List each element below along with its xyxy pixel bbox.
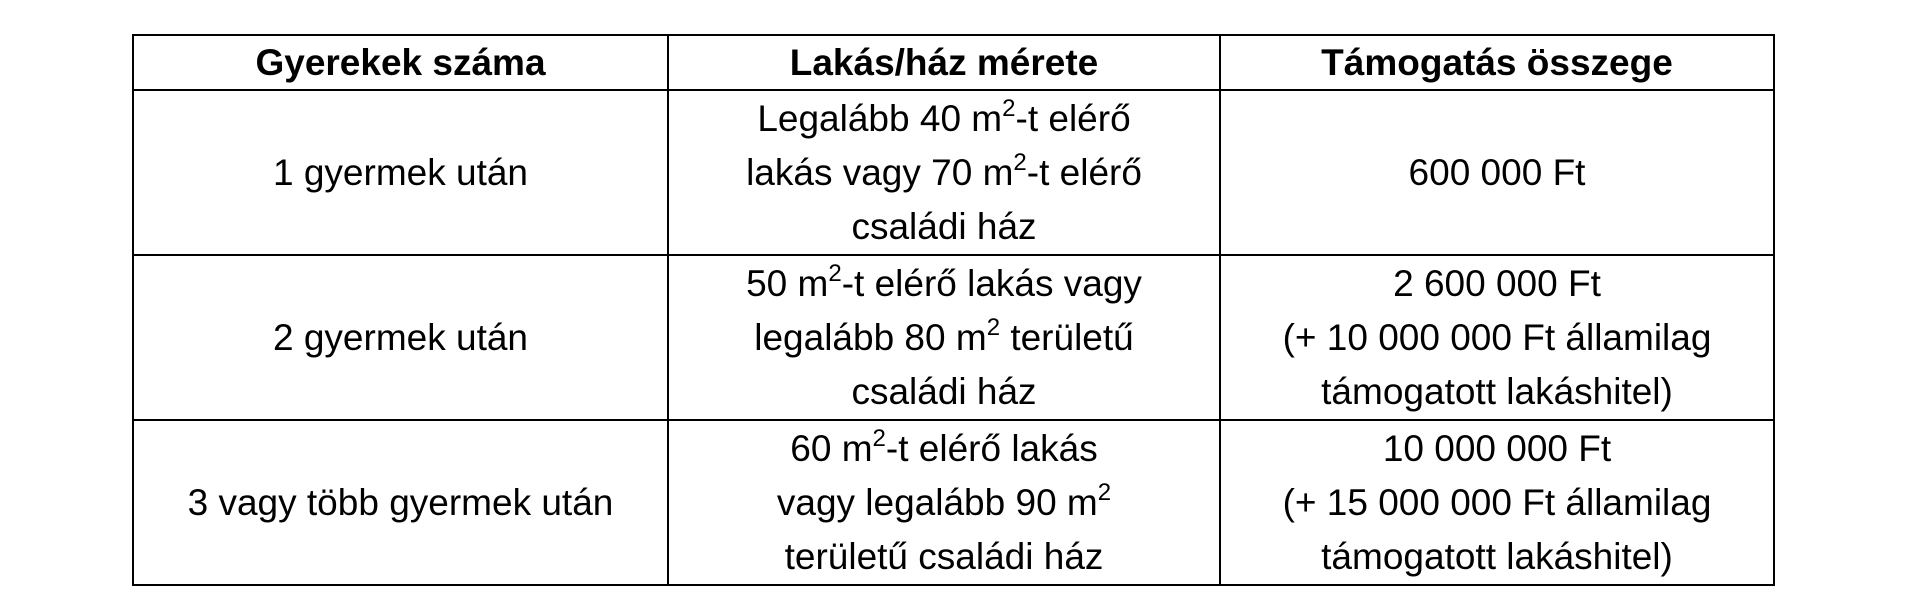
support-amount-line: (+ 15 000 000 Ft államilag	[1282, 481, 1712, 523]
table-row	[133, 420, 1774, 585]
home-size-line: 60 $m^2-t$ elérő lakás	[790, 424, 1098, 469]
home-size-line: lakás vagy 70 $m^2-t$ elérő	[746, 148, 1142, 193]
home-size-cell	[668, 255, 1220, 420]
support-amount-line: 10 000 000 Ft	[1382, 427, 1612, 469]
home-size-line: családi ház	[851, 370, 1037, 412]
home-size-line: legalább 80 $m^2$ területű	[754, 313, 1134, 358]
children-count-cell: 2 gyermek után	[133, 255, 668, 420]
home-size-line: Legalább 40 $m^2-t$ elérő	[757, 94, 1131, 139]
support-amount-line: támogatott lakáshitel)	[1321, 535, 1673, 577]
header-home-size: Lakás/ház mérete	[668, 35, 1220, 90]
home-size-cell	[668, 420, 1220, 585]
home-size-line: vagy legalább 90 $m^2$	[776, 478, 1112, 523]
header-support-amount: Támogatás összege	[1220, 35, 1774, 90]
support-amount-line: 600 000 Ft	[1408, 151, 1586, 193]
support-amount-cell	[1220, 255, 1774, 420]
children-count-cell: 3 vagy több gyermek után	[133, 420, 668, 585]
table-row	[133, 255, 1774, 420]
support-amount-cell	[1220, 90, 1774, 255]
home-size-line: 50 $m^2-t$ elérő lakás vagy	[746, 259, 1142, 304]
header-row	[133, 35, 1774, 90]
children-count-cell: 1 gyermek után	[133, 90, 668, 255]
support-amount-line: támogatott lakáshitel)	[1321, 370, 1673, 412]
table-row	[133, 90, 1774, 255]
home-size-cell	[668, 90, 1220, 255]
home-size-line: területű családi ház	[784, 535, 1104, 577]
support-amount-cell	[1220, 420, 1774, 585]
header-children-count: Gyerekek száma	[133, 35, 668, 90]
home-size-line: családi ház	[851, 205, 1037, 247]
support-amount-line: (+ 10 000 000 Ft államilag	[1282, 316, 1712, 358]
support-amount-line: 2 600 000 Ft	[1393, 262, 1601, 304]
support-table	[132, 34, 1775, 586]
